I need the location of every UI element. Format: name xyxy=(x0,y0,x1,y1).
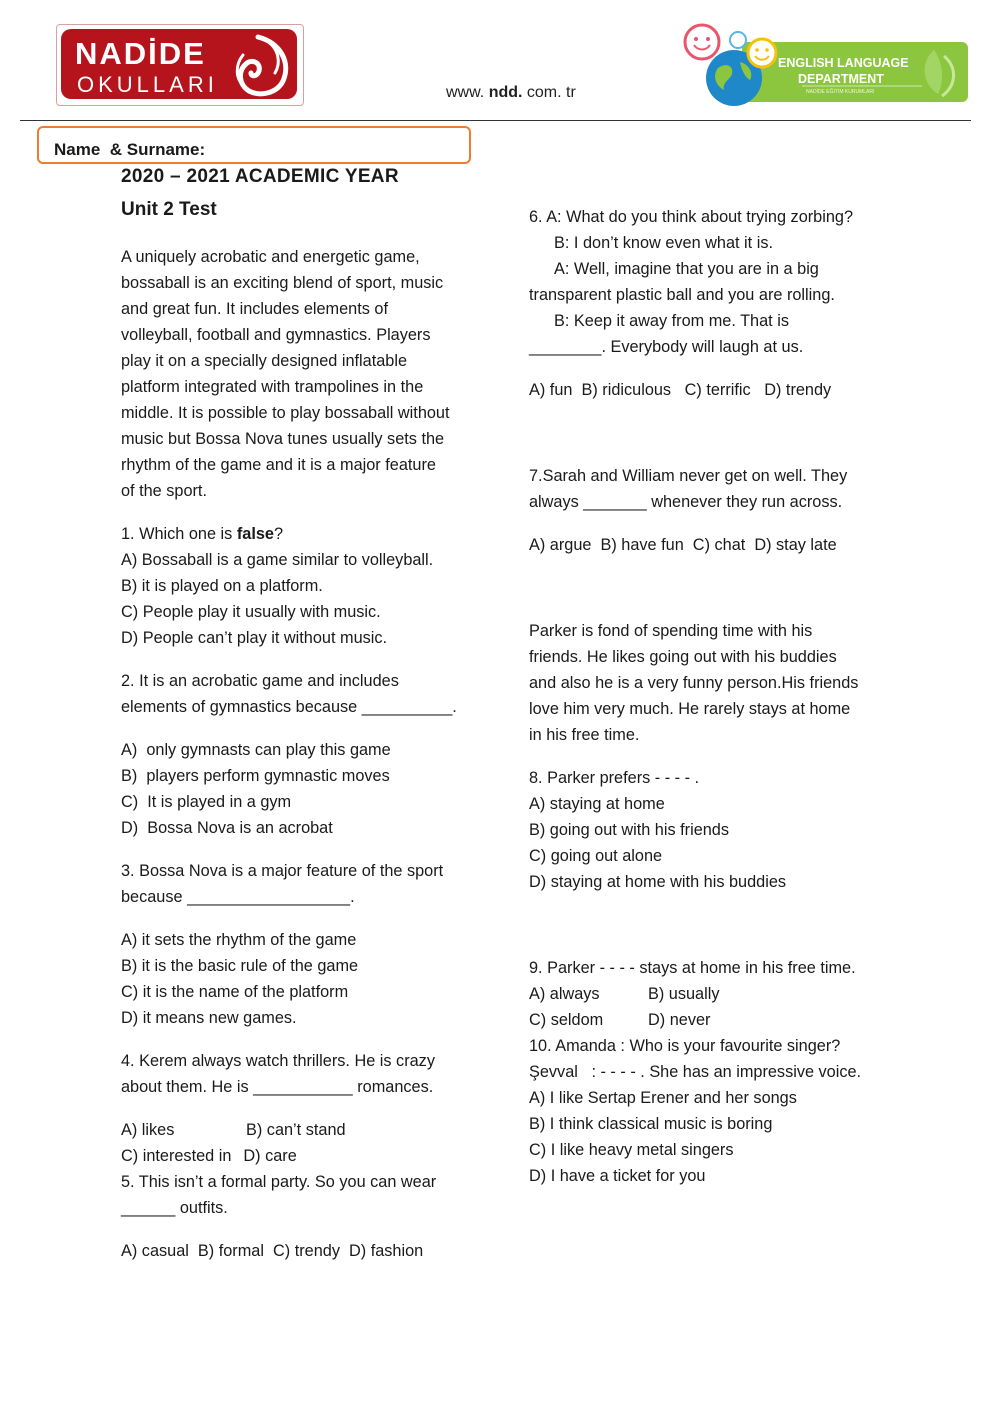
question-1-emphasis: false xyxy=(236,525,274,543)
reading-passage-bossaball xyxy=(121,244,481,504)
dialogue-line: B: Keep it away from me. That is xyxy=(554,312,789,330)
english-department-logo xyxy=(682,22,972,108)
question-5-stem: ______ outfits. xyxy=(121,1199,228,1217)
unit-title: Unit 2 Test xyxy=(121,199,217,220)
passage-line: Parker is fond of spending time with his xyxy=(529,622,813,640)
academic-year-title: 2020 – 2021 ACADEMIC YEAR xyxy=(121,166,399,187)
passage-line: play it on a specially designed inflatable xyxy=(121,352,408,370)
answer-option[interactable]: B) usually xyxy=(648,985,720,1003)
question-4-stem: 4. Kerem always watch thrillers. He is crazy xyxy=(121,1052,435,1070)
passage-line: A uniquely acrobatic and energetic game, xyxy=(121,248,420,266)
question-5-options[interactable]: A) casual B) formal C) trendy D) fashion xyxy=(121,1242,424,1260)
question-9-options-row1 xyxy=(529,981,889,1007)
school-logo-line2: OKULLARI xyxy=(77,72,218,97)
answer-option[interactable]: B) going out with his friends xyxy=(529,821,730,839)
dialogue-line: B: I don’t know even what it is. xyxy=(554,234,774,252)
dialogue-line: A: Well, imagine that you are in a big xyxy=(554,260,819,278)
answer-option[interactable]: C) it is the name of the platform xyxy=(121,983,349,1001)
school-logo-plate xyxy=(61,29,297,99)
passage-line: volleyball, football and gymnastics. Players xyxy=(121,326,431,344)
left-column xyxy=(121,244,481,1264)
website-suffix: com. tr xyxy=(526,84,576,101)
department-subtitle: NADİDE EĞİTİM KURUMLARI xyxy=(806,89,875,95)
question-7 xyxy=(529,463,889,515)
header-divider xyxy=(20,120,971,121)
question-1-mark: ? xyxy=(273,525,284,543)
website-domain: ndd. xyxy=(488,84,523,101)
question-6-options[interactable]: A) fun B) ridiculous C) terrific D) trendy xyxy=(529,381,832,399)
right-column xyxy=(529,204,889,1189)
question-9-stem: 9. Parker - - - - stays at home in his free time. xyxy=(529,959,856,977)
question-7-stem: always _______ whenever they run across. xyxy=(529,493,843,511)
answer-option[interactable]: B) I think classical music is boring xyxy=(529,1115,773,1133)
answer-option[interactable]: A) staying at home xyxy=(529,795,665,813)
passage-line: middle. It is possible to play bossaball without xyxy=(121,404,450,422)
passage-line: of the sport. xyxy=(121,482,207,500)
answer-option[interactable]: B) can’t stand xyxy=(246,1121,346,1139)
question-9-options-row2 xyxy=(529,1007,889,1033)
website-url xyxy=(446,84,576,102)
answer-option[interactable]: D) staying at home with his buddies xyxy=(529,873,787,891)
question-1-stem xyxy=(121,521,481,547)
passage-line: platform integrated with trampolines in the xyxy=(121,378,424,396)
question-1-text: 1. Which one is xyxy=(121,525,237,543)
question-2-options xyxy=(121,737,481,841)
answer-option[interactable]: C) It is played in a gym xyxy=(121,793,292,811)
answer-option[interactable]: A) always xyxy=(529,985,600,1003)
question-4-options-row2 xyxy=(121,1143,481,1169)
question-10-options xyxy=(529,1085,889,1189)
answer-option[interactable]: A) likes xyxy=(121,1121,175,1139)
question-8-options xyxy=(529,791,889,895)
reading-passage-parker xyxy=(529,618,889,748)
question-8-stem: 8. Parker prefers - - - - . xyxy=(529,769,700,787)
answer-option[interactable]: C) I like heavy metal singers xyxy=(529,1141,734,1159)
answer-option[interactable]: D) care xyxy=(243,1147,297,1165)
answer-option[interactable]: A) Bossaball is a game similar to volleyball. xyxy=(121,551,434,569)
answer-option[interactable]: C) People play it usually with music. xyxy=(121,603,381,621)
question-7-options[interactable]: A) argue B) have fun C) chat D) stay late xyxy=(529,536,837,554)
question-3 xyxy=(121,858,481,910)
question-4-stem: about them. He is ___________ romances. xyxy=(121,1078,434,1096)
question-3-options xyxy=(121,927,481,1031)
name-surname-field[interactable] xyxy=(37,126,471,164)
website-prefix: www. xyxy=(446,84,485,101)
department-title-line1: ENGLISH LANGUAGE xyxy=(778,56,909,70)
answer-option[interactable]: D) Bossa Nova is an acrobat xyxy=(121,819,333,837)
dialogue-line: transparent plastic ball and you are rolling. xyxy=(529,286,835,304)
passage-line: bossaball is an exciting blend of sport, music xyxy=(121,274,444,292)
answer-option[interactable]: A) I like Sertap Erener and her songs xyxy=(529,1089,797,1107)
passage-line: in his free time. xyxy=(529,726,640,744)
name-surname-label: Name & Surname: xyxy=(54,140,206,159)
question-4-options-row1 xyxy=(121,1117,481,1143)
passage-line: and also he is a very funny person.His friends xyxy=(529,674,859,692)
answer-option[interactable]: A) it sets the rhythm of the game xyxy=(121,931,357,949)
passage-line: friends. He likes going out with his buddies xyxy=(529,648,837,666)
answer-option[interactable]: D) never xyxy=(648,1011,711,1029)
flame-emblem-icon xyxy=(221,33,295,99)
passage-line: rhythm of the game and it is a major feature xyxy=(121,456,436,474)
question-10-reply: Şevval : - - - - . She has an impressive voice. xyxy=(529,1063,862,1081)
answer-option[interactable]: A) only gymnasts can play this game xyxy=(121,741,391,759)
passage-line: and great fun. It includes elements of xyxy=(121,300,388,318)
answer-option[interactable]: B) players perform gymnastic moves xyxy=(121,767,390,785)
question-7-stem: 7.Sarah and William never get on well. They xyxy=(529,467,848,485)
question-1 xyxy=(121,521,481,651)
answer-option[interactable]: B) it is the basic rule of the game xyxy=(121,957,359,975)
answer-option[interactable]: C) seldom xyxy=(529,1011,604,1029)
question-10-stem: 10. Amanda : Who is your favourite singer? xyxy=(529,1037,841,1055)
passage-line: music but Bossa Nova tunes usually sets the xyxy=(121,430,445,448)
answer-option[interactable]: D) People can’t play it without music. xyxy=(121,629,388,647)
answer-option[interactable]: C) going out alone xyxy=(529,847,663,865)
question-6-stem: 6. A: What do you think about trying zorbing? xyxy=(529,208,854,226)
question-2-stem: 2. It is an acrobatic game and includes xyxy=(121,672,399,690)
dialogue-line: ________. Everybody will laugh at us. xyxy=(529,338,804,356)
question-3-stem: because __________________. xyxy=(121,888,355,906)
answer-option[interactable]: C) interested in xyxy=(121,1147,232,1165)
question-3-stem: 3. Bossa Nova is a major feature of the sport xyxy=(121,862,444,880)
school-logo-line1: NADİDE xyxy=(75,36,206,71)
question-4 xyxy=(121,1048,481,1100)
department-title-line2: DEPARTMENT xyxy=(798,72,884,86)
school-logo xyxy=(56,24,304,106)
question-2 xyxy=(121,668,481,720)
answer-option[interactable]: D) it means new games. xyxy=(121,1009,297,1027)
answer-option[interactable]: D) I have a ticket for you xyxy=(529,1167,706,1185)
question-5-stem: 5. This isn’t a formal party. So you can wear xyxy=(121,1173,437,1191)
answer-option[interactable]: B) it is played on a platform. xyxy=(121,577,323,595)
question-5 xyxy=(121,1169,481,1221)
passage-line: love him very much. He rarely stays at home xyxy=(529,700,851,718)
question-2-stem: elements of gymnastics because __________. xyxy=(121,698,457,716)
question-6 xyxy=(529,204,889,360)
